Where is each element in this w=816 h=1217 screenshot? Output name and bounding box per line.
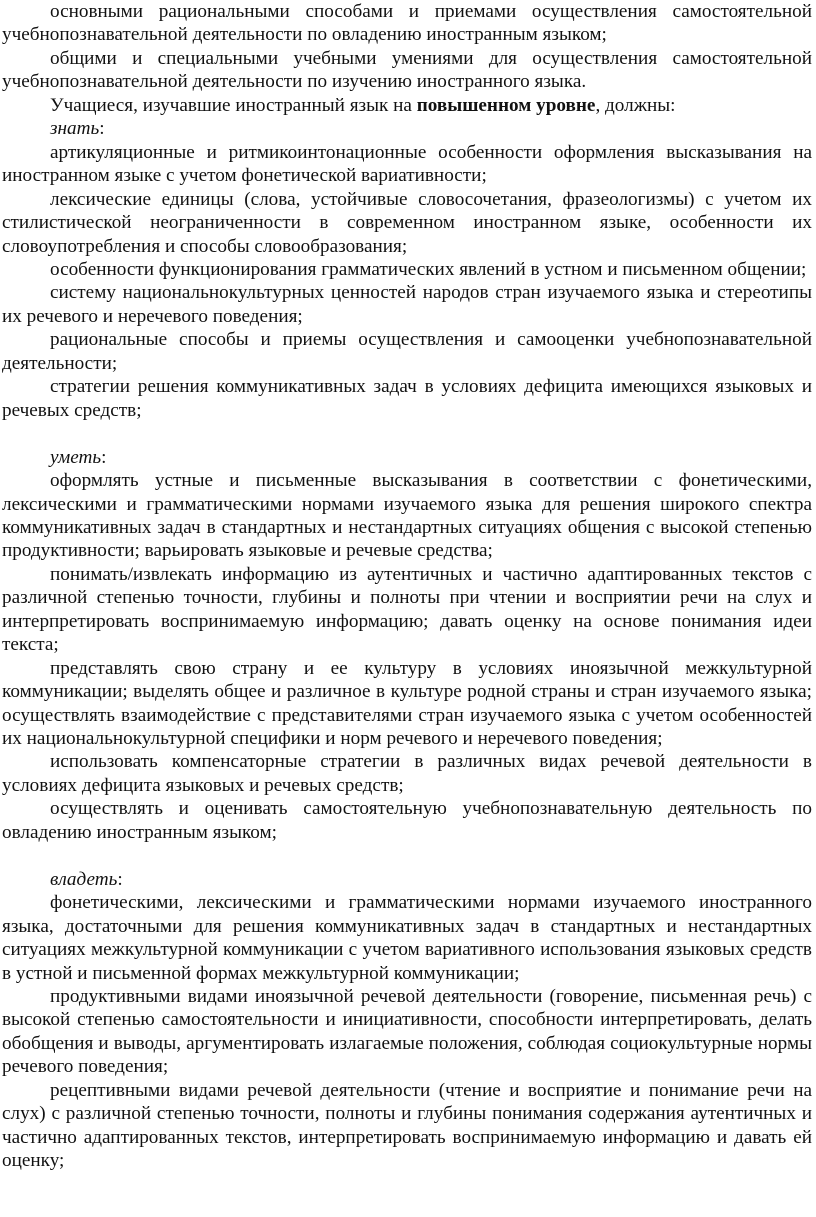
znat-item: особенности функционирования грамматических явлений в устном и письменном общении; <box>50 258 807 280</box>
blank-line <box>2 844 812 867</box>
blank-line <box>2 422 812 445</box>
znat-item: лексические единицы (слова, устойчивые словосочетания, фразеологизмы) с учетом их стилистической неограниченности в современном иностранном языке, особенности их словоупотребления и способы словообразования; <box>2 188 812 257</box>
intro-paragraph-2: общими и специальными учебными умениями для осуществления самостоятельной учебнопознавательной деятельности по изучению иностранного языка. <box>2 47 812 93</box>
section-label-znat <box>2 117 812 140</box>
umet-item: понимать/извлекать информацию из аутентичных и частично адаптированных текстов с различной степенью точности, глубины и полноты при чтении и восприятии речи на слух и интерпретировать воспринимаемую информацию; давать оценку на основе понимания идеи текста; <box>2 563 812 656</box>
section-label-text: уметь <box>50 446 102 468</box>
section-label-text: знать <box>50 118 100 140</box>
vladet-item: фонетическими, лексическими и грамматическими нормами изучаемого иностранного языка, достаточными для решения коммуникативных задач в стандартных и нестандартных ситуациях межкультурной коммуникации с учетом вариативного использования языковых средств в устной и письменной формах межкультурной коммуникации; <box>2 892 812 984</box>
section-label-text: владеть <box>50 868 118 890</box>
section-label-colon: : <box>99 118 105 140</box>
vladet-item: продуктивными видами иноязычной речевой деятельности (говорение, письменная речь) с высокой степенью самостоятельности и инициативности, способности интерпретировать, делать обобщения и выводы, аргументировать излагаемые положения, соблюдая социокультурные нормы речевого поведения; <box>2 986 812 1078</box>
umet-item: оформлять устные и письменные высказывания в соответствии с фонетическими, лексическими и грамматическими нормами изучаемого языка для решения широкого спектра коммуникативных задач в стандартных и нестандартных ситуациях общения с высокой степенью продуктивности; варьировать языковые и речевые средства; <box>2 470 812 562</box>
section-label-vladet <box>2 868 812 891</box>
znat-item: стратегии решения коммуникативных задач в условиях дефицита имеющихся языковых и речевых средств; <box>2 376 812 421</box>
umet-item: использовать компенсаторные стратегии в различных видах речевой деятельности в условиях дефицита языковых и речевых средств; <box>2 751 812 796</box>
level-statement-after: , должны: <box>595 94 676 116</box>
section-label-umet <box>2 446 812 469</box>
level-statement <box>2 94 812 117</box>
section-label-colon: : <box>117 868 123 890</box>
vladet-item: рецептивными видами речевой деятельности (чтение и восприятие и понимание речи на слух) с различной степенью точности, полноты и глубины понимания содержания аутентичных и частично адаптированных текстов, интерпретировать воспринимаемую информацию и давать ей оценку; <box>2 1079 812 1172</box>
znat-item: систему национальнокультурных ценностей народов стран изучаемого языка и стереотипы их речевого и неречевого поведения; <box>2 282 812 327</box>
znat-item: рациональные способы и приемы осуществления и самооценки учебнопознавательной деятельности; <box>2 329 812 374</box>
intro-paragraph-1: основными рациональными способами и приемами осуществления самостоятельной учебнопознавательной деятельности по овладению иностранным языком; <box>2 1 812 46</box>
level-statement-bold: повышенном уровне <box>416 94 596 116</box>
znat-item: артикуляционные и ритмикоинтонационные особенности оформления высказывания на иностранном языке с учетом фонетической вариативности; <box>2 141 812 187</box>
level-statement-before: Учащиеся, изучавшие иностранный язык на <box>50 94 417 116</box>
section-label-colon: : <box>101 446 107 468</box>
umet-item: осуществлять и оценивать самостоятельную учебнопознавательную деятельность по овладению иностранным языком; <box>2 798 812 843</box>
umet-item: представлять свою страну и ее культуру в условиях иноязычной межкультурной коммуникации; выделять общее и различное в культуре родной страны и стран изучаемого языка; осуществлять взаимодействие с представителями стран изучаемого языка с учетом особенностей их национальнокультурной специфики и норм речевого и неречевого поведения; <box>2 657 812 750</box>
